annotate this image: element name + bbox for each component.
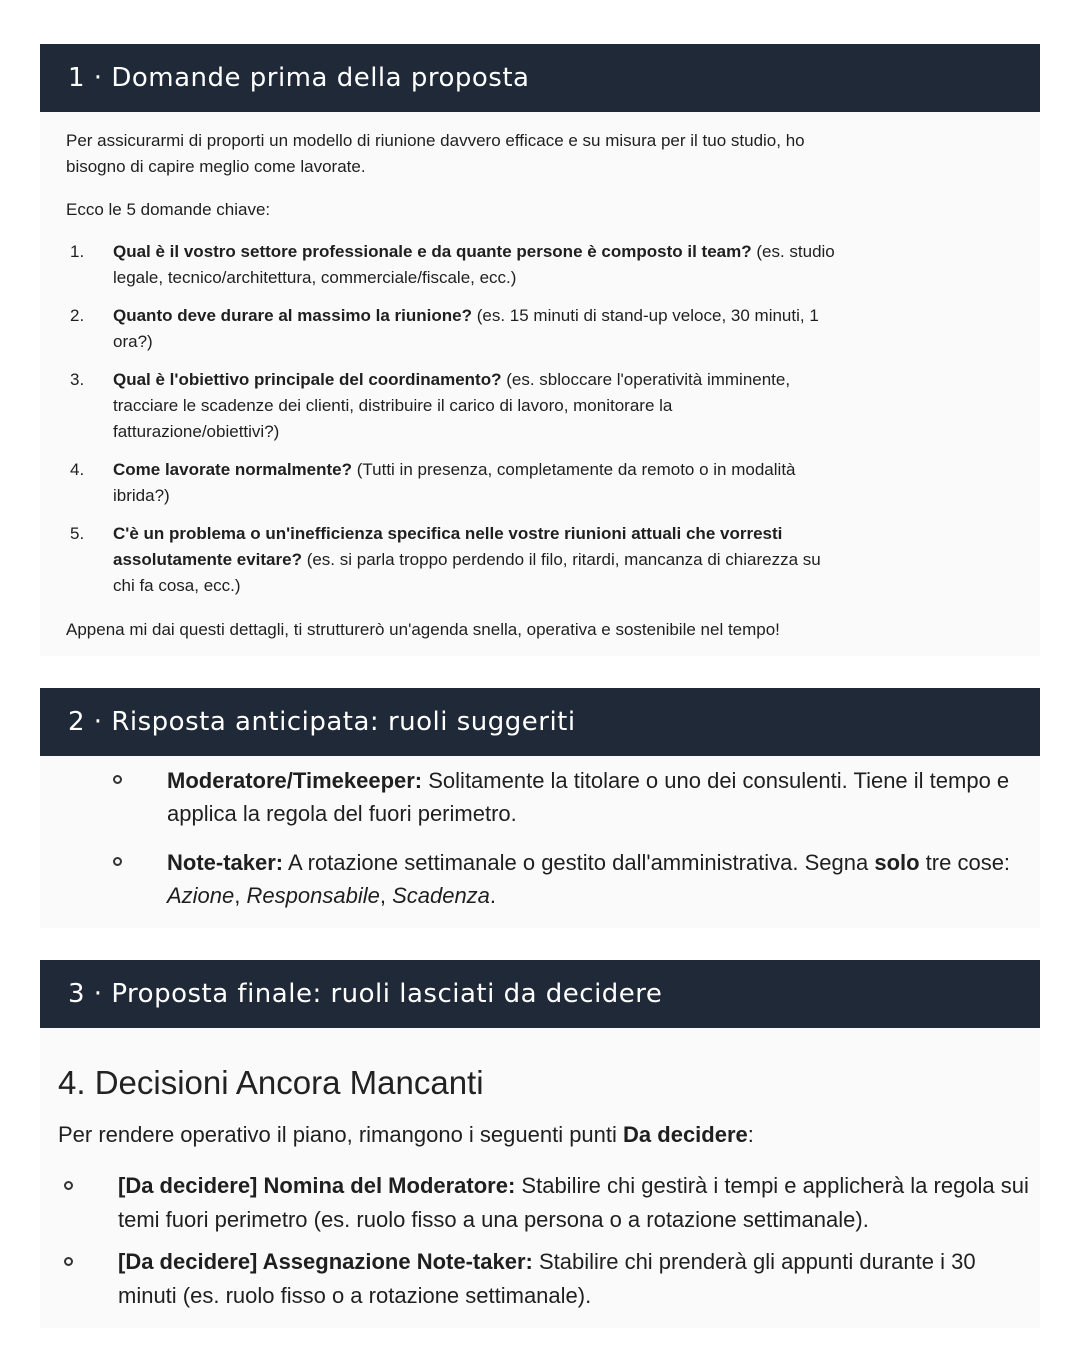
role-name: Note-taker: — [167, 850, 284, 875]
decision-description: Stabilire chi gestirà i tempi e applicherà la regola sui temi fuori perimetro (es. ruolo fisso a una persona o a rotazione settimanale). — [118, 1173, 1029, 1232]
emphasis-italic: Azione — [167, 883, 235, 908]
intro-text: Per assicurarmi di proporti un modello di riunione davvero efficace e su misura per il tuo studio, ho bisogno di capire meglio come lavorate. — [66, 131, 805, 176]
section-2-header: 2 · Risposta anticipata: ruoli suggeriti — [40, 688, 1040, 756]
question-detail: (es. 15 minuti di stand-up veloce, 30 minuti, 1 ora?) — [113, 306, 819, 351]
question-detail: (Tutti in presenza, completamente da remoto o in modalità ibrida?) — [113, 460, 796, 505]
questions-lead: Ecco le 5 domande chiave: — [66, 200, 271, 219]
separator: , — [379, 883, 393, 908]
question-bold: Qual è il vostro settore professionale e da quante persone è composto il team? — [113, 242, 752, 261]
question-detail: (es. studio legale, tecnico/architettura, commerciale/fiscale, ecc.) — [113, 242, 835, 287]
role-description: A rotazione settimanale o gestito dall'amministrativa. Segna — [283, 850, 875, 875]
item-number: 4. — [70, 460, 85, 479]
list-item — [40, 846, 1040, 912]
item-number: 5. — [70, 524, 85, 543]
bullet-circle-icon — [113, 775, 122, 784]
list-item — [66, 457, 836, 509]
section-1-panel — [40, 112, 1040, 656]
roles-list — [40, 764, 1040, 912]
role-name: Moderatore/Timekeeper: — [167, 768, 423, 793]
question-bold: Quanto deve durare al massimo la riunione? — [113, 306, 472, 325]
bullet-circle-icon — [64, 1181, 73, 1190]
lead-text: Per rendere operativo il piano, rimangono i seguenti punti — [58, 1122, 624, 1147]
emphasis-italic: Responsabile — [246, 883, 380, 908]
decisions-heading: 4. Decisioni Ancora Mancanti — [58, 1064, 484, 1101]
item-number: 1. — [70, 242, 85, 261]
list-item — [66, 521, 836, 599]
list-item — [66, 367, 836, 445]
decisions-list — [58, 1169, 1040, 1313]
question-bold: Qual è l'obiettivo principale del coordinamento? — [113, 370, 502, 389]
question-detail: (es. si parla troppo perdendo il filo, ritardi, mancanza di chiarezza su chi fa cosa, ecc.) — [113, 550, 821, 595]
emphasis-bold: solo — [874, 850, 920, 875]
item-number: 2. — [70, 306, 85, 325]
list-item — [66, 303, 836, 355]
questions-list — [66, 239, 836, 599]
question-bold: C'è un problema o un'inefficienza specifica nelle vostre riunioni attuali che vorresti assolutamente evitare? — [113, 524, 783, 569]
section-1-header: 1 · Domande prima della proposta — [40, 44, 1040, 112]
lead-punctuation: : — [747, 1122, 754, 1147]
item-number: 3. — [70, 370, 85, 389]
role-description: tre cose: — [919, 850, 1011, 875]
list-item — [40, 764, 1040, 830]
section-2-panel — [40, 756, 1040, 928]
section-3-panel — [40, 1028, 1040, 1328]
separator: , — [234, 883, 247, 908]
bullet-circle-icon — [113, 857, 122, 866]
outro-text: Appena mi dai questi dettagli, ti strutturerò un'agenda snella, operativa e sostenibile nel tempo! — [66, 620, 780, 639]
list-item — [58, 1245, 1040, 1313]
punctuation: . — [489, 883, 497, 908]
section-3-header: 3 · Proposta finale: ruoli lasciati da decidere — [40, 960, 1040, 1028]
emphasis-italic: Scadenza — [392, 883, 490, 908]
bullet-circle-icon — [64, 1257, 73, 1266]
question-detail: (es. sbloccare l'operatività imminente, tracciare le scadenze dei clienti, distribuire il carico di lavoro, monitorare la fatturazione/obiettivi?) — [113, 370, 791, 441]
decision-title: [Da decidere] Nomina del Moderatore: — [118, 1173, 516, 1198]
decision-title: [Da decidere] Assegnazione Note-taker: — [118, 1249, 533, 1274]
decisions-lead — [58, 1118, 1040, 1151]
list-item — [58, 1169, 1040, 1237]
role-description: Solitamente la titolare o uno dei consulenti. Tiene il tempo e applica la regola del fuori perimetro. — [167, 768, 1010, 826]
question-bold: Come lavorate normalmente? — [113, 460, 353, 479]
decision-description: Stabilire chi prenderà gli appunti durante i 30 minuti (es. ruolo fisso o a rotazione settimanale). — [118, 1249, 976, 1308]
list-item — [66, 239, 836, 291]
lead-bold: Da decidere — [623, 1122, 748, 1147]
